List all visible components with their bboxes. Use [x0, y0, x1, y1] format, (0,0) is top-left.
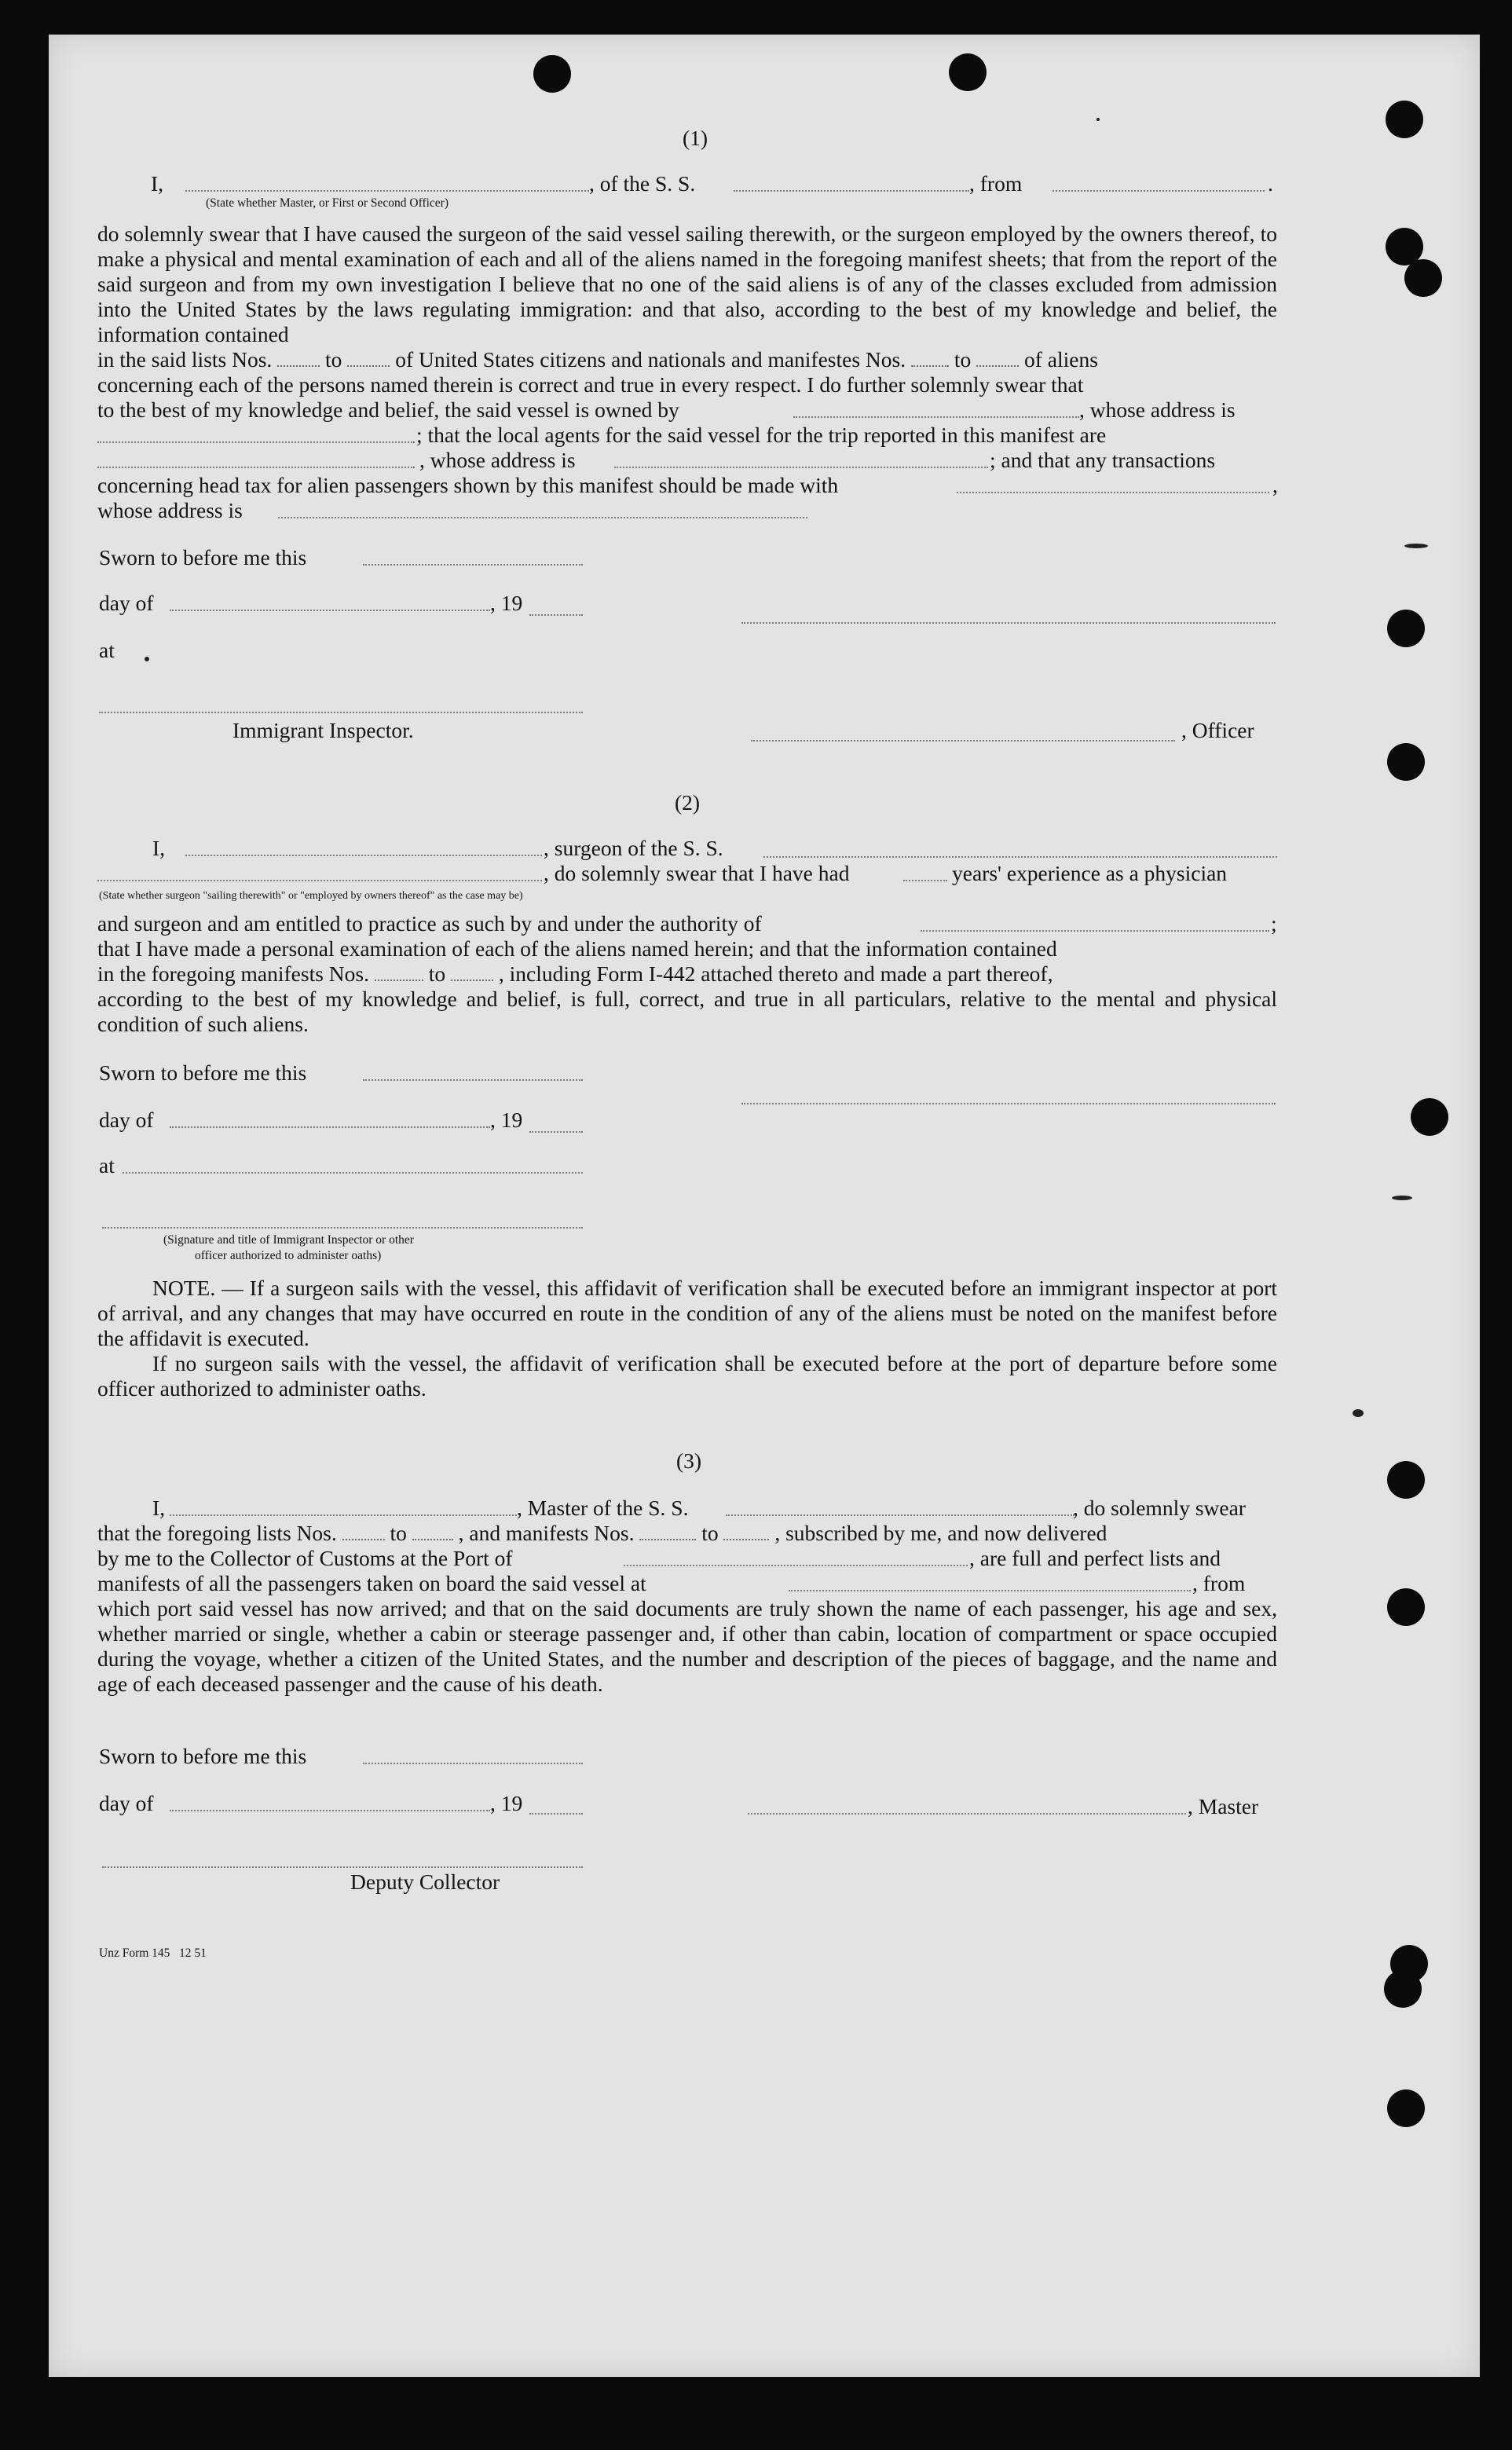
year-19-label: , 19 [490, 1791, 523, 1815]
manifests-to-field[interactable] [451, 962, 493, 981]
on-board-label: manifests of all the passengers taken on board the said vessel at [97, 1571, 646, 1595]
sworn-label: Sworn to before me this [99, 1060, 307, 1085]
speck [1392, 1196, 1412, 1200]
day-of-label: day of [99, 1108, 154, 1132]
to-label: to [390, 1521, 407, 1545]
port-field[interactable] [624, 1565, 968, 1566]
deputy-collector-signature-field[interactable] [102, 1866, 583, 1868]
day-of-label: day of [99, 1791, 154, 1815]
arrival-paragraph: which port said vessel has now arrived; and that on the said documents are truly shown the name of each passenger, his age and sex, whether married or single, whether a cabin or steerage passenger and, if other than cabin, location of compartment or space occupied during the voyage, whether a citizen of the United States, and the number and description of the pieces of baggage, and the name and age of each deceased passenger and the cause of his death. [97, 1596, 1277, 1696]
section3-i: I, [152, 1496, 166, 1520]
speck [145, 657, 149, 661]
to-label: to [701, 1521, 719, 1545]
aliens-list-to-field[interactable] [976, 348, 1019, 367]
head-tax-label: concerning head tax for alien passengers shown by this manifest should be made with [97, 473, 839, 497]
punch-hole [1387, 610, 1425, 647]
years-experience-field[interactable] [903, 880, 947, 881]
to-label: to [428, 961, 446, 986]
punch-hole [1387, 2089, 1425, 2127]
authority-field[interactable] [921, 930, 1269, 932]
year-19-label: , 19 [490, 591, 523, 615]
section2-i: I, [152, 836, 166, 860]
line-end-period: . [1268, 171, 1273, 196]
speck [1404, 544, 1428, 548]
sworn-date-field[interactable] [363, 564, 583, 566]
lists-nos-line [97, 347, 1277, 372]
to-label: to [954, 347, 972, 372]
authority-label: and surgeon and am entitled to practice as such by and under the authority of [97, 911, 762, 936]
owner-name-field[interactable] [793, 416, 1079, 418]
manifests-nos-line [97, 961, 1277, 987]
full-perfect-label: , are full and perfect lists and [969, 1546, 1221, 1570]
punch-hole [1411, 1098, 1448, 1136]
lists-nos-label: in the said lists Nos. [97, 347, 273, 372]
head-tax-address-field[interactable] [278, 517, 807, 518]
agents-address-label: , whose address is [419, 448, 576, 472]
master-vessel-field[interactable] [726, 1514, 1075, 1516]
punch-hole [1387, 1461, 1425, 1499]
manifests-to-field[interactable] [723, 1522, 769, 1540]
punch-hole [1384, 1970, 1422, 2008]
day-of-month-field[interactable] [170, 1126, 490, 1128]
officer-label: , Officer [1181, 718, 1254, 742]
manifests-nos-label: of United States citizens and nationals and manifestes Nos. [395, 347, 906, 372]
sworn-label: Sworn to before me this [99, 1744, 307, 1768]
surgeon-signature-field[interactable] [741, 1103, 1276, 1104]
form-number: Unz Form 145 12 51 [99, 1946, 207, 1960]
oath-paragraph-1b: concerning each of the persons named therein is correct and true in every respect. I do further solemnly swear that [97, 372, 1084, 397]
year-field[interactable] [529, 1813, 583, 1815]
from-label: , from [969, 171, 1023, 196]
punch-hole [1387, 743, 1425, 781]
punch-hole [1387, 1588, 1425, 1626]
head-tax-comma: , [1272, 473, 1278, 497]
surgeon-name-field[interactable] [185, 855, 542, 856]
section1-i: I, [151, 171, 164, 196]
master-of-ss-label: , Master of the S. S. [517, 1496, 689, 1520]
citizens-list-from-field[interactable] [277, 348, 320, 367]
surgeon-type-field[interactable] [97, 880, 542, 881]
oath-paragraph-1a: do solemnly swear that I have caused the surgeon of the said vessel sailing therewith, or the surgeon employed by the owners thereof, to make a physical and mental examination of each and all of the aliens named in the foregoing manifest sheets; that from the report of the said surgeon and from my own investigation I believe that no one of the said aliens is of any of the classes excluded from admission into the United States by the laws regulating immigration: and that also, according to the best of my knowledge and belief, the information contained [97, 222, 1277, 346]
officer-signature-field[interactable] [102, 1227, 583, 1229]
at-place-field[interactable] [123, 1172, 583, 1174]
manifests-nos-label: in the foregoing manifests Nos. [97, 961, 369, 986]
citizens-list-to-field[interactable] [347, 348, 390, 367]
at-label: at [99, 1153, 115, 1177]
year-field[interactable] [529, 1131, 583, 1133]
deputy-collector-label: Deputy Collector [350, 1870, 500, 1894]
note-paragraph-1: NOTE. — If a surgeon sails with the vessel, this affidavit of verification shall be executed before an immigrant inspector at port of arrival, and any changes that may have occurred en route in the condition of any of the aliens must be noted on the manifest before the affidavit is executed. [97, 1276, 1277, 1350]
section-number-3: (3) [675, 1448, 702, 1473]
lists-to-field[interactable] [412, 1522, 453, 1540]
whose-address-label: , whose address is [1079, 397, 1236, 422]
years-experience-label: years' experience as a physician [952, 861, 1228, 885]
foregoing-lists-line [97, 1521, 1277, 1546]
sworn-date-field[interactable] [363, 1763, 583, 1764]
signature-title-note-2: officer authorized to administer oaths) [195, 1249, 382, 1262]
manifests-from-field[interactable] [375, 962, 423, 981]
aliens-list-from-field[interactable] [911, 348, 949, 367]
signature-title-note-1: (Signature and title of Immigrant Inspector or other [163, 1233, 414, 1247]
from-port-field[interactable] [1053, 190, 1265, 192]
sworn-date-field[interactable] [363, 1079, 583, 1081]
at-label: at [99, 638, 115, 662]
state-whether-note: (State whether Master, or First or Second Officer) [206, 196, 449, 210]
of-aliens-label: of aliens [1024, 347, 1098, 372]
vessel-name-field[interactable] [734, 190, 969, 192]
owned-by-label: to the best of my knowledge and belief, the said vessel is owned by [97, 397, 679, 422]
inspector-signature-field[interactable] [99, 712, 583, 713]
collector-port-label: by me to the Collector of Customs at the Port of [97, 1546, 513, 1570]
day-of-month-field[interactable] [170, 1810, 490, 1811]
signature-line-upper[interactable] [741, 622, 1276, 624]
do-solemnly-swear-label: , do solemnly swear [1073, 1496, 1246, 1520]
punch-hole [949, 53, 987, 91]
of-ss-label: , of the S. S. [589, 171, 696, 196]
transactions-label: ; and that any transactions [990, 448, 1216, 472]
whose-address-label-2: whose address is [97, 498, 243, 522]
surgeon-vessel-field[interactable] [763, 856, 1277, 858]
owner-address-field[interactable] [97, 441, 415, 443]
solemnly-swear-label: , do solemnly swear that I have had [544, 861, 850, 885]
day-of-label: day of [99, 591, 154, 615]
officer-signature-field[interactable] [751, 740, 1175, 742]
from-label: , from [1192, 1571, 1246, 1595]
condition-paragraph: according to the best of my knowledge and belief, is full, correct, and true in all particulars, relative to the mental and physical condition of such aliens. [97, 987, 1277, 1036]
punch-hole [1386, 101, 1423, 138]
master-name-field[interactable] [185, 190, 589, 192]
note-paragraph-2: If no surgeon sails with the vessel, the affidavit of verification shall be executed before at the port of departure before some officer authorized to administer oaths. [97, 1351, 1277, 1401]
foregoing-lists-label: that the foregoing lists Nos. [97, 1521, 337, 1545]
section-number-1: (1) [682, 126, 708, 150]
manifests-from-field[interactable] [639, 1522, 696, 1540]
master-name-field[interactable] [170, 1514, 517, 1516]
authority-semicolon: ; [1271, 911, 1277, 936]
local-agents-label: ; that the local agents for the said vessel for the trip reported in this manifest are [416, 423, 1107, 447]
punch-hole [1404, 259, 1442, 297]
speck [1353, 1409, 1364, 1417]
subscribed-label: , subscribed by me, and now delivered [774, 1521, 1107, 1545]
year-19-label: , 19 [490, 1108, 523, 1132]
boarding-port-field[interactable] [789, 1590, 1191, 1591]
master-label: , Master [1188, 1794, 1259, 1818]
sworn-label: Sworn to before me this [99, 545, 307, 569]
punch-hole [533, 55, 571, 93]
surgeon-state-note: (State whether surgeon "sailing therewith" or "employed by owners thereof" as the case may be) [99, 890, 523, 902]
and-manifests-label: , and manifests Nos. [458, 1521, 635, 1545]
examination-paragraph: that I have made a personal examination of each of the aliens named herein; and that the information contained [97, 936, 1057, 961]
to-label: to [325, 347, 342, 372]
year-field[interactable] [529, 614, 583, 616]
speck [1096, 118, 1100, 121]
local-agents-field[interactable] [97, 467, 415, 468]
immigrant-inspector-label: Immigrant Inspector. [232, 718, 414, 742]
agents-address-field[interactable] [614, 467, 988, 468]
lists-from-field[interactable] [342, 1522, 385, 1540]
head-tax-party-field[interactable] [957, 492, 1269, 493]
surgeon-of-ss-label: , surgeon of the S. S. [544, 836, 723, 860]
form-i442-label: , including Form I-442 attached thereto and made a part thereof, [498, 961, 1053, 986]
section-number-2: (2) [674, 790, 701, 815]
day-of-month-field[interactable] [170, 610, 490, 611]
master-signature-field[interactable] [748, 1813, 1186, 1815]
